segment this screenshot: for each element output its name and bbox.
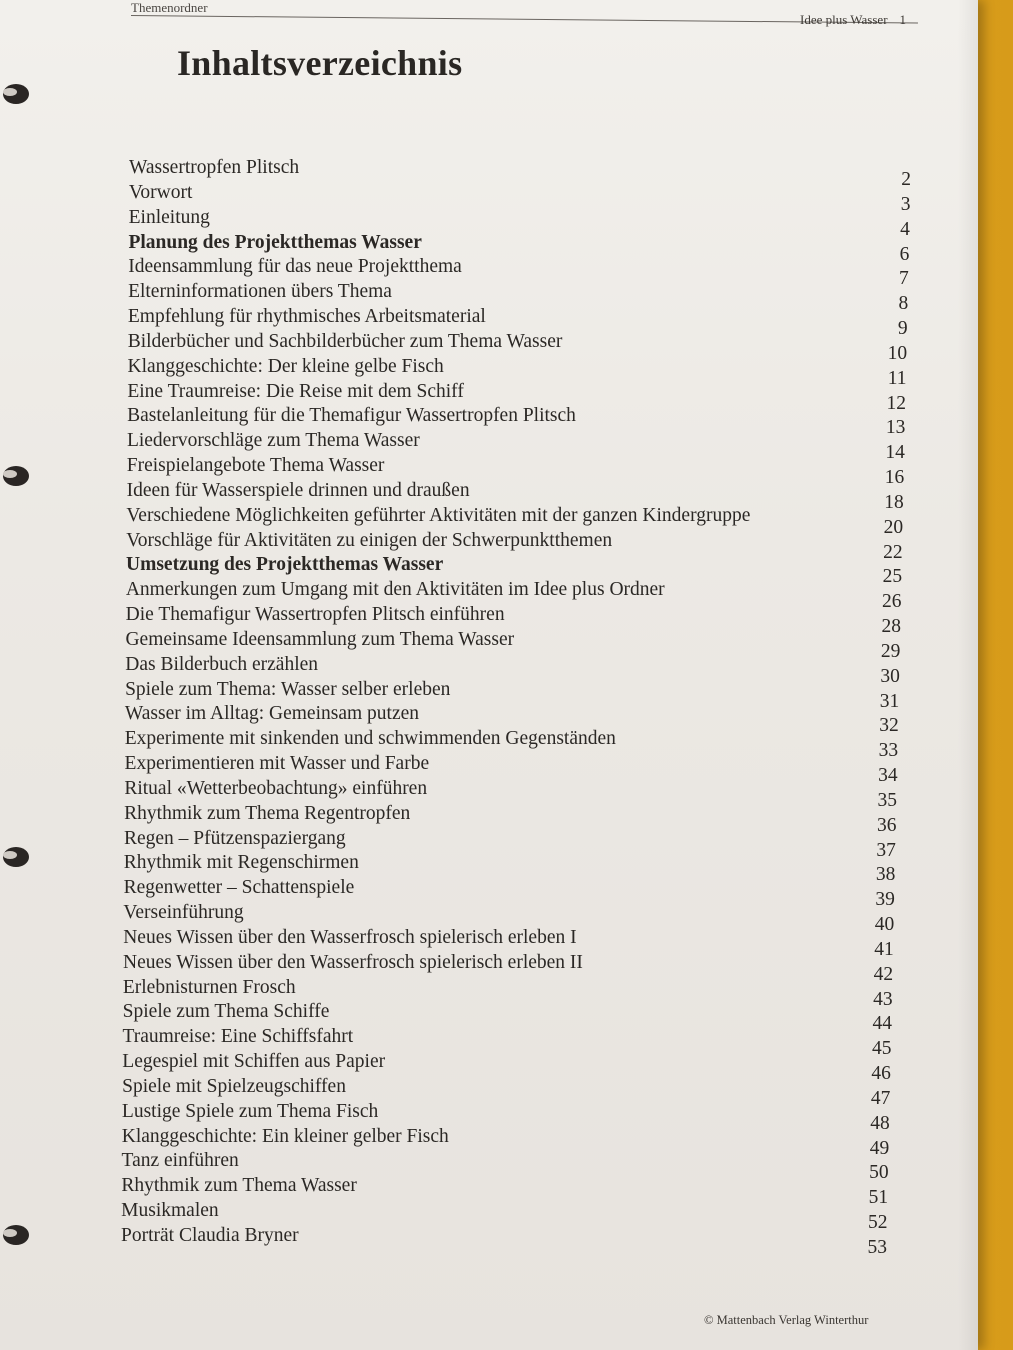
toc-entry-page: 51 <box>868 1187 889 1209</box>
toc-entry-page: 42 <box>873 963 894 985</box>
footer-copyright: © Mattenbach Verlag Winterthur <box>704 1313 869 1327</box>
toc-entry-page: 31 <box>879 690 900 712</box>
toc-entry-page: 34 <box>878 765 898 787</box>
toc-entry-label: Verschiedene Möglichkeiten geführter Aktivitäten mit der ganzen Kindergruppe <box>126 504 751 526</box>
toc-entry-page: 39 <box>875 889 895 911</box>
toc-entry-page: 30 <box>880 665 900 687</box>
toc-entry-page: 11 <box>887 367 907 389</box>
toc-entry-page: 25 <box>882 566 903 588</box>
toc-entry-page: 4 <box>900 218 910 240</box>
header-page-number: 1 <box>899 12 907 27</box>
toc-entry-page: 22 <box>883 541 903 563</box>
toc-entry-page: 43 <box>873 988 893 1010</box>
toc-entry-label: Elterninformationen übers Thema <box>128 281 392 303</box>
toc-entry-label: Experimentieren mit Wasser und Farbe <box>124 753 430 775</box>
toc-entry-label: Wasser im Alltag: Gemeinsam putzen <box>124 703 420 725</box>
toc-entry-label: Regen – Pfützenspaziergang <box>123 827 346 849</box>
toc-entry-label: Rhythmik mit Regenschirmen <box>123 852 359 874</box>
header-series-label: Idee plus Wasser <box>800 12 888 27</box>
toc-entry-page: 38 <box>875 864 896 886</box>
toc-entry-page: 48 <box>870 1112 890 1134</box>
toc-entry-label: Klanggeschichte: Der kleine gelbe Fisch <box>127 355 444 377</box>
toc-entry-label: Experimente mit sinkenden und schwimmenden Gegenständen <box>124 728 616 750</box>
toc-entry-page: 10 <box>887 342 908 364</box>
toc-entry-label: Legespiel mit Schiffen aus Papier <box>122 1051 386 1073</box>
toc-entry-label: Spiele zum Thema: Wasser selber erleben <box>125 678 451 700</box>
toc-entry-page: 7 <box>899 268 909 290</box>
toc-entry-label: Liedervorschläge zum Thema Wasser <box>126 430 420 452</box>
toc-entry-page: 28 <box>881 616 901 638</box>
toc-entry-label: Freispielangebote Thema Wasser <box>126 455 385 477</box>
toc-entry-label: Planung des Projektthemas Wasser <box>128 231 422 253</box>
toc-entry-label: Regenwetter – Schattenspiele <box>123 877 355 899</box>
toc-entry-label: Einleitung <box>128 206 210 228</box>
header-section-label: Themenordner <box>131 0 208 15</box>
toc-entry-page: 44 <box>872 1013 893 1035</box>
toc-entry-page: 2 <box>901 169 911 190</box>
toc-entry-page: 45 <box>871 1038 892 1060</box>
toc-entry-page: 35 <box>877 789 898 811</box>
toc-entry-label: Gemeinsame Ideensammlung zum Thema Wasser <box>125 628 515 650</box>
toc-entry-label: Ideen für Wasserspiele drinnen und draußen <box>126 479 470 501</box>
toc-entry-page: 53 <box>867 1237 887 1258</box>
toc-entry-label: Klanggeschichte: Ein kleiner gelber Fisch <box>121 1125 449 1147</box>
toc-entry-page: 12 <box>886 392 906 414</box>
toc-entry-page: 40 <box>874 914 895 936</box>
toc-entry-label: Erlebnisturnen Frosch <box>122 976 296 998</box>
toc-entry-page: 18 <box>884 491 904 513</box>
toc-entry-label: Tanz einführen <box>121 1150 239 1172</box>
toc-entry-label: Bilderbücher und Sachbilderbücher zum Thema Wasser <box>127 330 563 352</box>
toc-entry-label: Vorschläge für Aktivitäten zu einigen der Schwerpunktthemen <box>126 529 613 551</box>
toc-entry-label: Spiele mit Spielzeugschiffen <box>122 1075 346 1097</box>
toc-entry-page: 16 <box>884 467 905 489</box>
toc-entry-page: 46 <box>871 1063 891 1085</box>
page-title: Inhaltsverzeichnis <box>177 43 463 83</box>
toc-entry-page: 3 <box>900 193 911 215</box>
toc-entry-page: 47 <box>870 1087 891 1109</box>
toc-entry-label: Musikmalen <box>121 1200 219 1222</box>
toc-entry-page: 33 <box>878 740 899 762</box>
toc-entry-page: 50 <box>869 1162 889 1184</box>
toc-entry-label: Ritual «Wetterbeobachtung» einführen <box>124 777 428 799</box>
toc-entry-page: 36 <box>876 814 897 836</box>
toc-entry-label: Porträt Claudia Bryner <box>121 1225 299 1246</box>
toc-entry-page: 49 <box>869 1137 890 1159</box>
toc-entry-label: Anmerkungen zum Umgang mit den Aktivitäten im Idee plus Ordner <box>125 579 665 601</box>
toc-entry-label: Ideensammlung für das neue Projektthema <box>128 256 462 278</box>
toc-entry-label: Bastelanleitung für die Themafigur Wassertropfen Plitsch <box>127 405 576 427</box>
toc-entry-label: Umsetzung des Projektthemas Wasser <box>126 554 444 576</box>
toc-entry-label: Die Themafigur Wassertropfen Plitsch einführen <box>125 604 505 626</box>
toc-entry-label: Traumreise: Eine Schiffsfahrt <box>122 1026 354 1048</box>
toc-entry-label: Das Bilderbuch erzählen <box>125 653 319 675</box>
toc-entry-page: 37 <box>876 839 896 861</box>
toc-entry-label: Wassertropfen Plitsch <box>129 157 300 178</box>
toc-entry-page: 14 <box>885 442 905 464</box>
toc-entry-page: 20 <box>883 516 904 538</box>
toc-entry-label: Verseinführung <box>123 902 244 924</box>
toc-entry-page: 32 <box>879 715 899 737</box>
toc-entry-label: Rhythmik zum Thema Regentropfen <box>124 802 411 824</box>
toc-entry-page: 8 <box>898 293 909 315</box>
toc-entry-page: 6 <box>899 243 910 265</box>
toc-entry-label: Vorwort <box>128 181 193 203</box>
toc-entry-page: 41 <box>874 938 894 960</box>
toc-entry-page: 13 <box>885 417 906 439</box>
toc-entry-label: Spiele zum Thema Schiffe <box>122 1001 330 1023</box>
toc-entry-label: Empfehlung für rhythmisches Arbeitsmaterial <box>127 306 486 328</box>
toc-entry-page: 26 <box>882 591 902 613</box>
toc-entry-label: Eine Traumreise: Die Reise mit dem Schiff <box>127 380 464 402</box>
toc-entry-label: Rhythmik zum Thema Wasser <box>121 1175 357 1197</box>
toc-entry-label: Neues Wissen über den Wasserfrosch spielerisch erleben I <box>123 926 577 948</box>
toc-entry-page: 9 <box>897 318 908 340</box>
toc-entry-label: Lustige Spiele zum Thema Fisch <box>121 1100 379 1122</box>
toc-entry-page: 52 <box>868 1212 888 1234</box>
toc-entry-page: 29 <box>880 640 901 662</box>
toc-entry-label: Neues Wissen über den Wasserfrosch spielerisch erleben II <box>123 951 583 973</box>
